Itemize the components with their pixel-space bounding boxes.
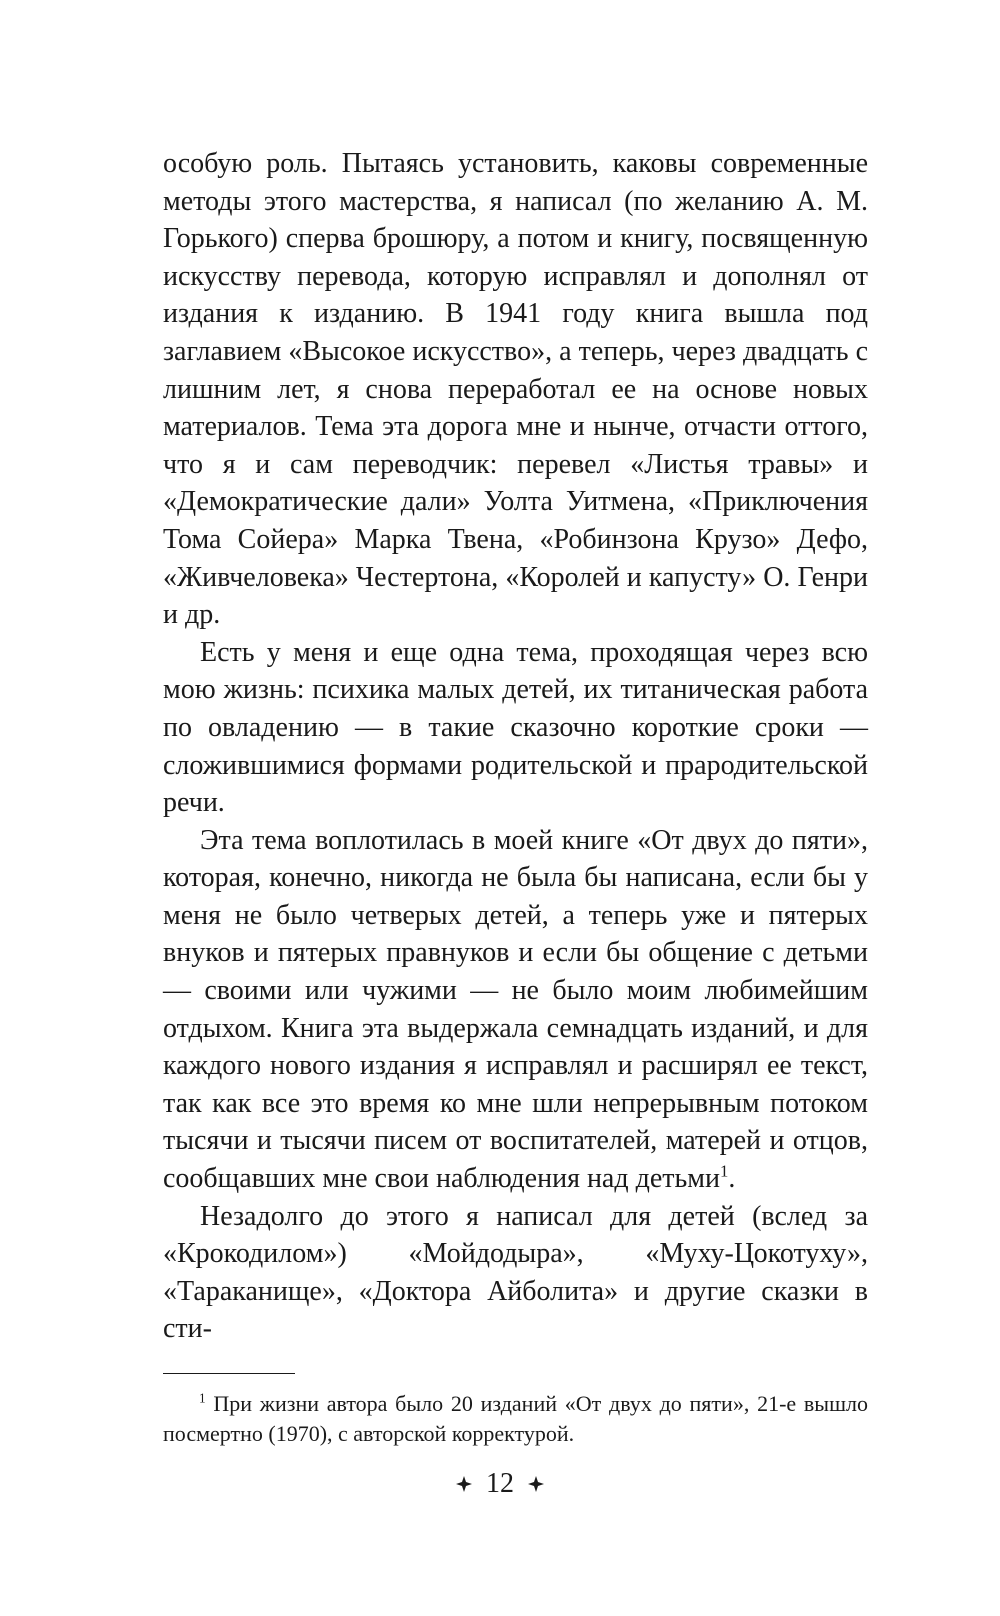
footnote-divider [163,1373,295,1374]
page-number: 12 [486,1468,514,1499]
paragraph-4 [163,1198,868,1348]
paragraph-3 [163,822,868,1198]
footnote-reference: 1 [720,1161,729,1181]
footnote [163,1389,868,1449]
paragraph-2-text: Есть у меня и еще одна тема, проходящая через всю мою жизнь: психика малых детей, их титаническая работа по овладению — в такие сказочно короткие сроки — сложившимися формами родительской и прародительской речи. [163,636,868,819]
main-text [163,145,868,1348]
paragraph-3-tail: . [728,1163,736,1195]
paragraph-2 [163,634,868,822]
paragraph-1 [163,145,868,634]
four-point-star-icon [456,1476,472,1492]
footnote-mark: 1 [199,1390,206,1406]
paragraph-4-text: Незадолго до этого я написал для детей (вслед за «Крокодилом») «Мойдодыра», «Муху-Цокотуху», «Тараканище», «Доктора Айболита» и другие сказки в сти- [163,1200,868,1345]
paragraph-3-text: Эта тема воплотилась в моей книге «От двух до пяти», которая, конечно, никогда не была бы написана, если бы у меня не было четверых детей, а теперь уже и пятерых внуков и пятерых правнуков и если бы общение с детьми — своими или чужими — не было моим любимейшим отдыхом. Книга эта выдержала семнадцать изданий, и для каждого нового издания я исправлял и расширял ее текст, так как все это время ко мне шли непрерывным потоком тысячи и тысячи писем от воспитателей, матерей и отцов, сообщавших мне свои наблюдения над детьми [163,824,868,1195]
paragraph-1-text: особую роль. Пытаясь установить, каковы современные методы этого мастерства, я написал (по желанию А. М. Горького) сперва брошюру, а потом и книгу, посвященную искусству перевода, которую исправлял и дополнял от издания к изданию. В 1941 году книга вышла под заглавием «Высокое искусство», а теперь, через двадцать с лишним лет, я снова переработал ее на основе новых материалов. Тема эта дорога мне и нынче, отчасти оттого, что я и сам переводчик: перевел «Листья травы» и «Демократические дали» Уолта Уитмена, «Приключения Тома Сойера» Марка Твена, «Робинзона Крузо» Дефо, «Живчеловека» Честертона, «Королей и капусту» О. Генри и др. [163,148,868,631]
footnote-text: При жизни автора было 20 изданий «От двух до пяти», 21-е вышло посмертно (1970), с авторской корректурой. [163,1391,868,1446]
four-point-star-icon [528,1476,544,1492]
page-number-row [0,1468,1000,1500]
